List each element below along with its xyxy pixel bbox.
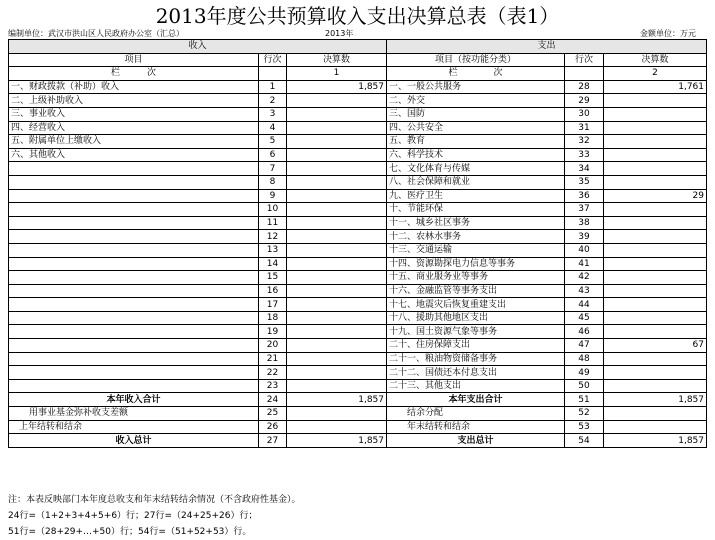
income-item <box>9 271 259 285</box>
expense-line: 47 <box>565 339 604 353</box>
income-item <box>9 243 259 257</box>
expense-amount <box>604 298 707 312</box>
income-item <box>9 311 259 325</box>
expense-total-amount: 1,857 <box>604 393 707 407</box>
income-item <box>9 175 259 189</box>
income-amount-header: 决算数 <box>287 53 387 67</box>
income-amount <box>287 352 387 366</box>
fund-label: 用事业基金弥补收支差额 <box>9 407 259 421</box>
income-line: 10 <box>259 203 287 217</box>
table-row <box>9 325 707 339</box>
income-line: 11 <box>259 216 287 230</box>
income-amount <box>287 135 387 149</box>
expense-line: 31 <box>565 121 604 135</box>
expense-line: 49 <box>565 366 604 380</box>
income-line: 20 <box>259 339 287 353</box>
expense-line: 50 <box>565 379 604 393</box>
expense-item: 一、一般公共服务 <box>387 80 565 94</box>
income-amount <box>287 203 387 217</box>
expense-item: 十一、城乡社区事务 <box>387 216 565 230</box>
income-amount <box>287 257 387 271</box>
income-amount <box>287 311 387 325</box>
money-unit: 金额单位：万元 <box>640 29 696 38</box>
expense-item: 二十、住房保障支出 <box>387 339 565 353</box>
income-item <box>9 257 259 271</box>
expense-line: 46 <box>565 325 604 339</box>
expense-line: 33 <box>565 148 604 162</box>
prev-label: 上年结转和结余 <box>9 420 259 434</box>
footnote-formula-2: 51行=（28+29+…+50）行；54行=（51+52+53）行。 <box>8 527 252 537</box>
table-row <box>9 311 707 325</box>
expense-item: 十九、国土资源气象等事务 <box>387 325 565 339</box>
expense-amount: 67 <box>604 339 707 353</box>
expense-line: 42 <box>565 271 604 285</box>
table-row <box>9 271 707 285</box>
expense-line: 40 <box>565 243 604 257</box>
prev-amount <box>287 420 387 434</box>
income-item: 六、其他收入 <box>9 148 259 162</box>
income-amount: 1,857 <box>287 80 387 94</box>
prev-line: 26 <box>259 420 287 434</box>
income-sum-amount: 1,857 <box>287 434 387 448</box>
expense-item: 十四、资源勘探电力信息等事务 <box>387 257 565 271</box>
table-row <box>9 80 707 94</box>
expense-amount-header: 决算数 <box>604 53 707 67</box>
income-item <box>9 298 259 312</box>
income-item: 二、上级补助收入 <box>9 94 259 108</box>
table-row <box>9 339 707 353</box>
expense-item: 六、科学技术 <box>387 148 565 162</box>
income-amount <box>287 339 387 353</box>
table-row <box>9 148 707 162</box>
carryover-row <box>9 420 707 434</box>
expense-amount <box>604 366 707 380</box>
income-item: 四、经营收入 <box>9 121 259 135</box>
table-row <box>9 162 707 176</box>
table-row <box>9 107 707 121</box>
fund-amount <box>287 407 387 421</box>
expense-amount <box>604 352 707 366</box>
income-line: 18 <box>259 311 287 325</box>
footnote: 注：本表反映部门本年度总收支和年末结转结余情况（不含政府性基金）。 <box>8 495 301 505</box>
income-total-amount: 1,857 <box>287 393 387 407</box>
expense-line: 29 <box>565 94 604 108</box>
income-item: 三、事业收入 <box>9 107 259 121</box>
income-item <box>9 352 259 366</box>
income-line: 12 <box>259 230 287 244</box>
expense-amount <box>604 243 707 257</box>
income-line: 5 <box>259 135 287 149</box>
income-line: 19 <box>259 325 287 339</box>
expense-item: 十七、地震灾后恢复重建支出 <box>387 298 565 312</box>
income-amount <box>287 175 387 189</box>
table-row <box>9 203 707 217</box>
income-line: 21 <box>259 352 287 366</box>
expense-amount <box>604 216 707 230</box>
expense-item: 二、外交 <box>387 94 565 108</box>
income-col-number: 1 <box>287 67 387 81</box>
expense-line: 30 <box>565 107 604 121</box>
income-item <box>9 366 259 380</box>
expense-line-col <box>565 67 604 81</box>
footnote-formula-1: 24行=（1+2+3+4+5+6）行；27行=（24+25+26）行； <box>8 511 258 521</box>
expense-line: 39 <box>565 230 604 244</box>
expense-item: 二十三、其他支出 <box>387 379 565 393</box>
expense-line: 36 <box>565 189 604 203</box>
expense-total-label: 本年支出合计 <box>387 393 565 407</box>
expense-amount <box>604 148 707 162</box>
column-header-row <box>9 53 707 67</box>
income-sum-label: 收入总计 <box>9 434 259 448</box>
expense-sum-amount: 1,857 <box>604 434 707 448</box>
expense-item: 十五、商业服务业等事务 <box>387 271 565 285</box>
expense-line: 45 <box>565 311 604 325</box>
expense-item: 二十一、粮油物资储备事务 <box>387 352 565 366</box>
income-amount <box>287 243 387 257</box>
expense-amount <box>604 257 707 271</box>
income-amount <box>287 271 387 285</box>
expense-amount <box>604 162 707 176</box>
dist-label: 结余分配 <box>387 407 565 421</box>
income-line: 2 <box>259 94 287 108</box>
income-line: 6 <box>259 148 287 162</box>
expense-line: 37 <box>565 203 604 217</box>
income-amount <box>287 230 387 244</box>
income-line: 15 <box>259 271 287 285</box>
expense-line: 34 <box>565 162 604 176</box>
expense-amount <box>604 379 707 393</box>
compiling-unit: 编制单位：武汉市洪山区人民政府办公室（汇总） <box>8 29 184 38</box>
table-row <box>9 366 707 380</box>
table-row <box>9 379 707 393</box>
expense-item: 十二、农林水事务 <box>387 230 565 244</box>
expense-amount <box>604 325 707 339</box>
income-section-header: 收入 <box>9 40 387 54</box>
income-line: 13 <box>259 243 287 257</box>
income-line: 4 <box>259 121 287 135</box>
income-item <box>9 203 259 217</box>
income-line-header: 行次 <box>259 53 287 67</box>
expense-amount <box>604 107 707 121</box>
income-item <box>9 284 259 298</box>
income-line: 9 <box>259 189 287 203</box>
end-line: 53 <box>565 420 604 434</box>
expense-line-header: 行次 <box>565 53 604 67</box>
table-row <box>9 135 707 149</box>
income-line-col <box>259 67 287 81</box>
income-amount <box>287 216 387 230</box>
expense-item: 二十二、国债还本付息支出 <box>387 366 565 380</box>
expense-amount <box>604 94 707 108</box>
income-amount <box>287 162 387 176</box>
income-item <box>9 339 259 353</box>
column-index-row <box>9 67 707 81</box>
income-amount <box>287 325 387 339</box>
income-sum-line: 27 <box>259 434 287 448</box>
income-line: 23 <box>259 379 287 393</box>
expense-line: 48 <box>565 352 604 366</box>
expense-amount: 29 <box>604 189 707 203</box>
expense-item: 八、社会保障和就业 <box>387 175 565 189</box>
fund-row <box>9 407 707 421</box>
income-line: 3 <box>259 107 287 121</box>
income-amount <box>287 189 387 203</box>
table-row <box>9 94 707 108</box>
expense-item: 四、公共安全 <box>387 121 565 135</box>
income-total-label: 本年收入合计 <box>9 393 259 407</box>
expense-line: 43 <box>565 284 604 298</box>
budget-table <box>8 39 707 448</box>
income-item <box>9 162 259 176</box>
income-item <box>9 216 259 230</box>
income-item-header: 项目 <box>9 53 259 67</box>
income-amount <box>287 366 387 380</box>
expense-item: 十、节能环保 <box>387 203 565 217</box>
income-line: 22 <box>259 366 287 380</box>
expense-item-header: 项目（按功能分类） <box>387 53 565 67</box>
expense-item: 三、国防 <box>387 107 565 121</box>
expense-line: 28 <box>565 80 604 94</box>
income-amount <box>287 107 387 121</box>
income-amount <box>287 379 387 393</box>
expense-line: 41 <box>565 257 604 271</box>
table-row <box>9 257 707 271</box>
expense-line: 32 <box>565 135 604 149</box>
expense-amount <box>604 284 707 298</box>
expense-line: 35 <box>565 175 604 189</box>
table-row <box>9 121 707 135</box>
expense-amount <box>604 175 707 189</box>
table-row <box>9 230 707 244</box>
income-line: 14 <box>259 257 287 271</box>
expense-item: 五、教育 <box>387 135 565 149</box>
expense-sum-line: 54 <box>565 434 604 448</box>
expense-amount: 1,761 <box>604 80 707 94</box>
end-label: 年末结转和结余 <box>387 420 565 434</box>
expense-col-number: 2 <box>604 67 707 81</box>
table-row <box>9 352 707 366</box>
income-amount <box>287 298 387 312</box>
expense-line: 38 <box>565 216 604 230</box>
income-amount <box>287 121 387 135</box>
expense-total-line: 51 <box>565 393 604 407</box>
expense-item: 十六、金融监管等事务支出 <box>387 284 565 298</box>
expense-amount <box>604 203 707 217</box>
table-row <box>9 298 707 312</box>
income-item <box>9 230 259 244</box>
income-line: 8 <box>259 175 287 189</box>
grand-total-row <box>9 434 707 448</box>
expense-col-label: 栏 次 <box>387 67 565 81</box>
income-item: 五、附属单位上缴收入 <box>9 135 259 149</box>
expense-amount <box>604 135 707 149</box>
total-row <box>9 393 707 407</box>
income-col-label: 栏 次 <box>9 67 259 81</box>
expense-item: 十三、交通运输 <box>387 243 565 257</box>
income-line: 17 <box>259 298 287 312</box>
income-line: 16 <box>259 284 287 298</box>
income-amount <box>287 284 387 298</box>
income-total-line: 24 <box>259 393 287 407</box>
end-amount <box>604 420 707 434</box>
dist-amount <box>604 407 707 421</box>
income-item: 一、财政拨款（补助）收入 <box>9 80 259 94</box>
table-row <box>9 284 707 298</box>
income-item <box>9 379 259 393</box>
expense-sum-label: 支出总计 <box>387 434 565 448</box>
page-title: 2013年度公共预算收入支出决算总表（表1） <box>155 4 560 28</box>
expense-item: 九、医疗卫生 <box>387 189 565 203</box>
table-row <box>9 175 707 189</box>
expense-amount <box>604 230 707 244</box>
expense-section-header: 支出 <box>387 40 707 54</box>
table-row <box>9 243 707 257</box>
report-year: 2013年 <box>325 29 354 38</box>
expense-item: 七、文化体育与传媒 <box>387 162 565 176</box>
expense-amount <box>604 271 707 285</box>
expense-amount <box>604 121 707 135</box>
fund-line: 25 <box>259 407 287 421</box>
income-item <box>9 189 259 203</box>
income-line: 7 <box>259 162 287 176</box>
income-amount <box>287 148 387 162</box>
expense-line: 44 <box>565 298 604 312</box>
expense-item: 十八、援助其他地区支出 <box>387 311 565 325</box>
income-item <box>9 325 259 339</box>
table-row <box>9 216 707 230</box>
income-line: 1 <box>259 80 287 94</box>
income-amount <box>287 94 387 108</box>
dist-line: 52 <box>565 407 604 421</box>
table-row <box>9 189 707 203</box>
expense-amount <box>604 311 707 325</box>
section-header-row <box>9 40 707 54</box>
